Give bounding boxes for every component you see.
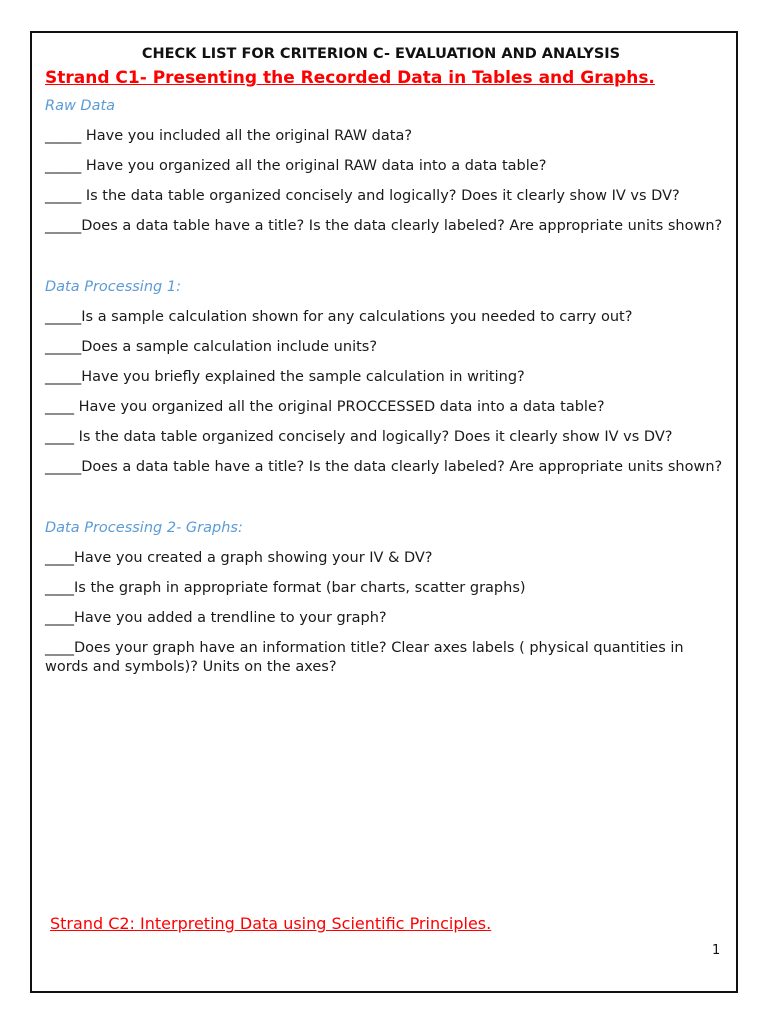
document-body <box>45 44 725 677</box>
checklist-item: _____ Have you organized all the original RAW data into a data table? <box>45 158 547 174</box>
checklist-item: _____ Is the data table organized concisely and logically? Does it clearly show IV vs DV? <box>45 188 680 204</box>
checklist-item: ____Have you created a graph showing your IV & DV? <box>45 550 433 566</box>
checklist-item: ____ Have you organized all the original PROCCESSED data into a data table? <box>45 399 605 415</box>
checklist-item: ____ Is the data table organized concisely and logically? Does it clearly show IV vs DV? <box>45 429 673 445</box>
checklist-item: ____Does your graph have an information title? Clear axes labels ( physical quantities in words and symbols)? Units on the axes? <box>45 640 684 675</box>
section-heading-data-processing-2: Data Processing 2- Graphs: <box>45 520 243 536</box>
checklist-item: ____Is the graph in appropriate format (bar charts, scatter graphs) <box>45 580 526 596</box>
strand-c2-heading: Strand C2: Interpreting Data using Scientific Principles. <box>50 914 492 933</box>
document-title: CHECK LIST FOR CRITERION C- EVALUATION AND ANALYSIS <box>141 46 621 62</box>
checklist-item: _____Does a sample calculation include units? <box>45 339 378 355</box>
page-number: 1 <box>712 943 721 958</box>
strand-c1-heading: Strand C1- Presenting the Recorded Data in Tables and Graphs. <box>45 68 655 88</box>
checklist-item: _____Have you briefly explained the sample calculation in writing? <box>45 369 525 385</box>
checklist-item: _____ Have you included all the original RAW data? <box>45 128 413 144</box>
checklist-item: _____Is a sample calculation shown for any calculations you needed to carry out? <box>45 309 633 325</box>
checklist-item: _____Does a data table have a title? Is the data clearly labeled? Are appropriate units shown? <box>45 459 723 475</box>
section-heading-data-processing-1: Data Processing 1: <box>45 279 181 295</box>
checklist-item: _____Does a data table have a title? Is the data clearly labeled? Are appropriate units shown? <box>45 218 723 234</box>
section-heading-raw-data: Raw Data <box>45 98 116 114</box>
checklist-item: ____Have you added a trendline to your graph? <box>45 610 387 626</box>
